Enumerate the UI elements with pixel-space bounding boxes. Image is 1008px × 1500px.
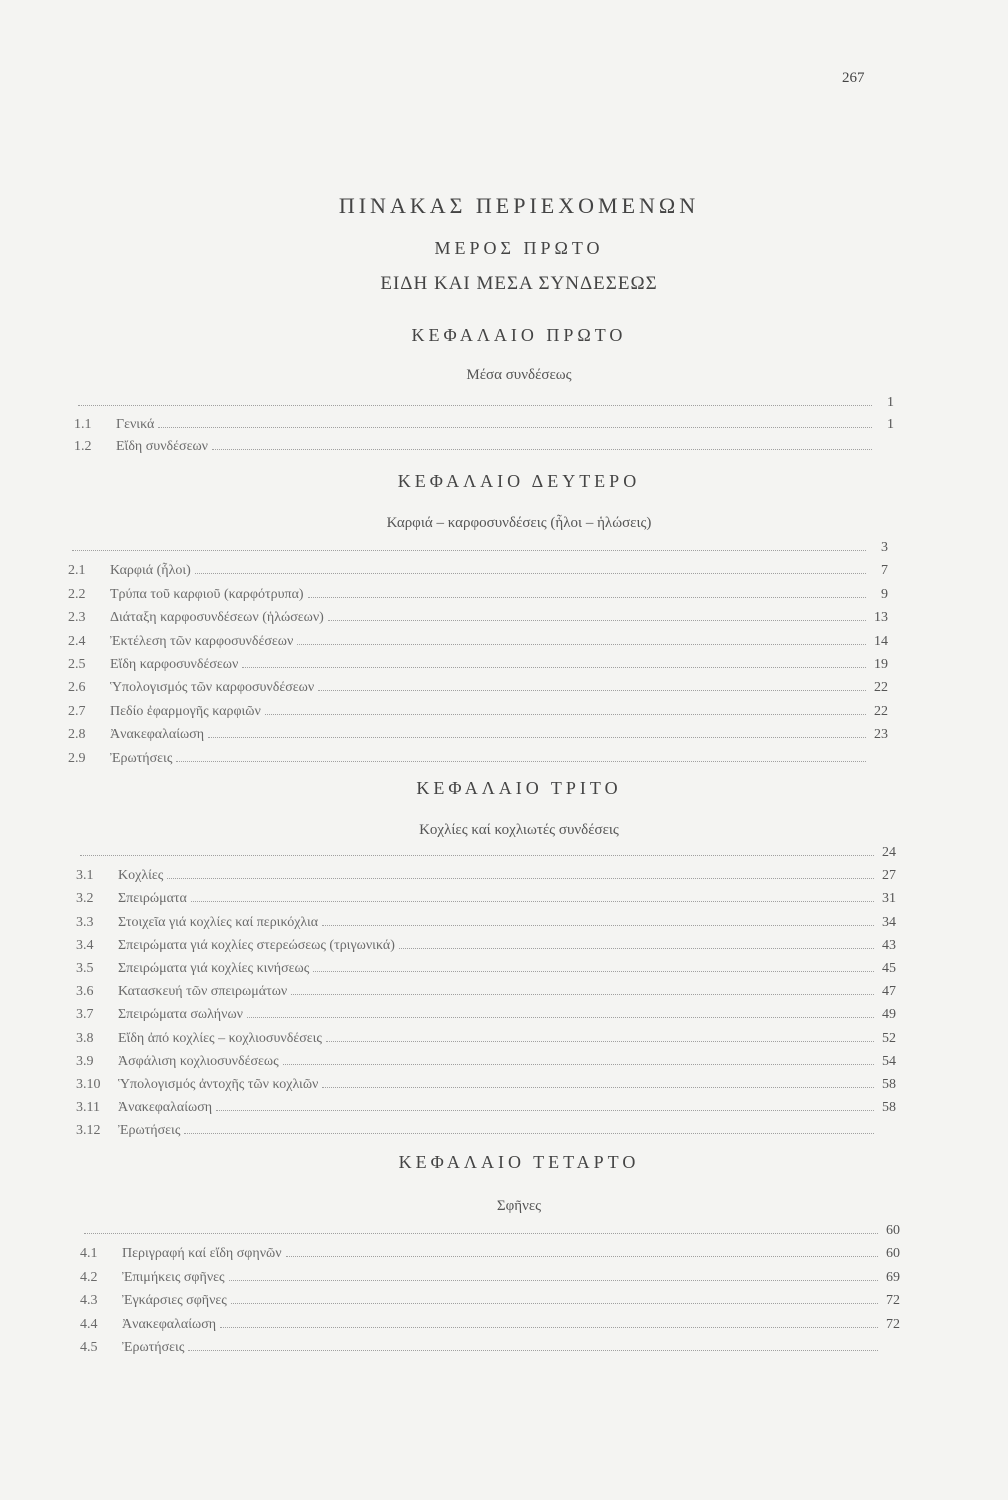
entry-label: Ἐγκάρσιες σφῆνες <box>122 1293 227 1309</box>
toc-entry[interactable] <box>68 587 888 603</box>
entry-page: 60 <box>886 1246 900 1262</box>
dot-leader <box>184 1133 874 1134</box>
dot-leader <box>242 667 866 668</box>
dot-leader <box>188 1350 878 1351</box>
dot-leader <box>265 714 866 715</box>
entry-label: Ἐρωτήσεις <box>110 750 173 766</box>
entry-label: Ἀνακεφαλαίωση <box>110 727 205 743</box>
entry-number: 1.2 <box>74 439 92 454</box>
entry-number: 3.12 <box>76 1123 101 1139</box>
dot-leader <box>318 690 866 691</box>
toc-entry[interactable] <box>68 751 888 767</box>
dot-leader <box>212 449 872 450</box>
chapter-subtitle: Κοχλίες καί κοχλιωτές συνδέσεις <box>419 822 619 838</box>
entry-number: 2.3 <box>68 610 86 626</box>
page-number: 267 <box>842 70 865 86</box>
entry-label: Ὑπολογισμός τῶν καρφοσυνδέσεων <box>110 680 315 696</box>
entry-number: 2.6 <box>68 680 86 696</box>
entry-number: 3.5 <box>76 961 94 976</box>
entry-label: Σπειρώματα γιά κοχλίες στερεώσεως (τριγωνικά) <box>118 937 395 953</box>
entry-page: 49 <box>882 1007 896 1023</box>
toc-entry[interactable] <box>80 1246 900 1262</box>
toc-entry[interactable] <box>68 563 888 579</box>
entry-label: Εἴδη ἀπό κοχλίες – κοχλιοσυνδέσεις <box>118 1030 322 1046</box>
dot-leader <box>80 855 874 856</box>
part-title: ΜΕΡΟΣ ΠΡΩΤΟ <box>434 238 604 258</box>
entry-page: 43 <box>882 937 896 953</box>
entry-number: 3.9 <box>76 1053 94 1069</box>
entry-number: 2.1 <box>68 563 86 579</box>
entry-number: 3.8 <box>76 1030 94 1046</box>
entry-page: 54 <box>882 1053 896 1069</box>
dot-leader <box>195 573 866 574</box>
entry-label: Ἐπιμήκεις σφῆνες <box>122 1269 225 1285</box>
entry-label: Κοχλίες <box>118 868 164 884</box>
part-subtitle: ΕΙΔΗ ΚΑΙ ΜΕΣΑ ΣΥΝΔΕΣΕΩΣ <box>380 273 658 294</box>
entry-number: 3.1 <box>76 868 94 884</box>
chapter-title: ΚΕΦΑΛΑΙΟ ΠΡΩΤΟ <box>411 325 627 345</box>
entry-number: 2.7 <box>68 703 86 719</box>
entry-number: 3.6 <box>76 984 94 1000</box>
entry-page: 9 <box>881 586 888 602</box>
toc-entry[interactable] <box>80 1270 900 1286</box>
entry-page: 22 <box>874 680 888 696</box>
dot-leader <box>72 550 866 551</box>
dot-leader <box>176 761 866 762</box>
entry-label: Σπειρώματα <box>118 891 187 907</box>
toc-title: ΠΙΝΑΚΑΣ ΠΕΡΙΕΧΟΜΕΝΩΝ <box>338 193 700 218</box>
chapter-title: ΚΕΦΑΛΑΙΟ ΤΡΙΤΟ <box>416 778 622 798</box>
entry-number: 4.2 <box>80 1269 98 1285</box>
toc-entry[interactable] <box>76 1031 896 1047</box>
chapter-intro-row <box>68 540 888 556</box>
entry-number: 2.9 <box>68 750 86 766</box>
entry-label: Εἴδη συνδέσεων <box>116 439 208 454</box>
entry-page: 13 <box>874 610 888 626</box>
dot-leader <box>78 405 872 406</box>
toc-entry[interactable] <box>76 891 896 907</box>
entry-page: 58 <box>882 1077 896 1092</box>
entry-page: 1 <box>887 395 894 410</box>
dot-leader <box>322 925 874 926</box>
entry-label: Ἀνακεφαλαίωση <box>118 1100 213 1116</box>
entry-page: 7 <box>881 563 888 579</box>
chapter-intro-row <box>76 845 896 861</box>
toc-entry[interactable] <box>68 727 888 743</box>
entry-number: 3.11 <box>76 1100 100 1116</box>
entry-page: 3 <box>881 540 888 555</box>
entry-label: Ἐρωτήσεις <box>118 1123 181 1139</box>
dot-leader <box>328 620 866 621</box>
toc-entry[interactable] <box>74 439 894 455</box>
entry-label: Σπειρώματα γιά κοχλίες κινήσεως <box>118 961 310 976</box>
dot-leader <box>247 1017 874 1018</box>
dot-leader <box>297 644 866 645</box>
dot-leader <box>216 1110 874 1111</box>
dot-leader <box>283 1064 874 1065</box>
dot-leader <box>231 1303 878 1304</box>
chapter-title: ΚΕΦΑΛΑΙΟ ΤΕΤΑΡΤΟ <box>398 1152 640 1172</box>
toc-entry[interactable] <box>76 1054 896 1070</box>
dot-leader <box>158 427 872 428</box>
entry-label: Ὑπολογισμός ἀντοχῆς τῶν κοχλιῶν <box>118 1077 319 1092</box>
entry-number: 3.2 <box>76 891 94 907</box>
entry-label: Γενικά <box>116 417 155 432</box>
entry-page: 24 <box>882 845 896 860</box>
entry-label: Εἴδη καρφοσυνδέσεων <box>110 657 239 672</box>
dot-leader <box>322 1087 874 1088</box>
chapter-subtitle: Καρφιά – καρφοσυνδέσεις (ἧλοι – ἡλώσεις) <box>386 515 652 531</box>
chapter-subtitle: Σφῆνες <box>496 1198 542 1214</box>
entry-label: Ἀνακεφαλαίωση <box>122 1316 217 1332</box>
entry-number: 4.4 <box>80 1316 98 1332</box>
toc-entry[interactable] <box>68 657 888 673</box>
entry-label: Τρύπα τοῦ καρφιοῦ (καρφότρυπα) <box>110 586 304 602</box>
entry-label: Καρφιά (ἧλοι) <box>110 563 191 579</box>
entry-page: 47 <box>882 984 896 1000</box>
entry-page: 45 <box>882 961 896 976</box>
toc-entry[interactable] <box>80 1293 900 1309</box>
dot-leader <box>208 737 866 738</box>
entry-page: 22 <box>874 703 888 719</box>
toc-entry[interactable] <box>80 1340 900 1356</box>
chapter-intro-row <box>80 1223 900 1239</box>
dot-leader <box>191 901 874 902</box>
entry-number: 3.10 <box>76 1077 101 1092</box>
entry-page: 60 <box>886 1223 900 1238</box>
entry-page: 34 <box>882 914 896 930</box>
entry-number: 4.3 <box>80 1293 98 1309</box>
toc-entry[interactable] <box>76 1007 896 1023</box>
entry-number: 4.5 <box>80 1340 98 1355</box>
entry-page: 14 <box>874 633 888 649</box>
toc-entry[interactable] <box>76 1077 896 1093</box>
toc-entry[interactable] <box>68 704 888 720</box>
entry-page: 58 <box>882 1100 896 1116</box>
toc-entry[interactable] <box>76 1123 896 1139</box>
dot-leader <box>84 1233 878 1234</box>
entry-page: 19 <box>874 657 888 672</box>
entry-page: 72 <box>886 1293 900 1309</box>
entry-label: Ἀσφάλιση κοχλιοσυνδέσεως <box>118 1053 279 1069</box>
dot-leader <box>220 1327 878 1328</box>
dot-leader <box>286 1256 878 1257</box>
toc-entry[interactable] <box>76 938 896 954</box>
entry-page: 52 <box>882 1030 896 1046</box>
toc-entry[interactable] <box>68 680 888 696</box>
entry-number: 3.7 <box>76 1007 94 1023</box>
toc-entry[interactable] <box>76 984 896 1000</box>
entry-number: 3.4 <box>76 937 94 953</box>
entry-page: 69 <box>886 1269 900 1285</box>
toc-entry[interactable] <box>80 1317 900 1333</box>
entry-page: 1 <box>887 417 894 432</box>
entry-label: Διάταξη καρφοσυνδέσεων (ἡλώσεων) <box>110 610 324 626</box>
toc-entry[interactable] <box>68 610 888 626</box>
entry-label: Ἐκτέλεση τῶν καρφοσυνδέσεων <box>110 633 294 649</box>
toc-entry[interactable] <box>76 868 896 884</box>
entry-number: 2.5 <box>68 657 86 672</box>
toc-entry[interactable] <box>76 915 896 931</box>
entry-number: 2.8 <box>68 727 86 743</box>
toc-entry[interactable] <box>76 1100 896 1116</box>
chapter-subtitle: Μέσα συνδέσεως <box>466 367 572 383</box>
dot-leader <box>167 878 874 879</box>
dot-leader <box>313 971 874 972</box>
toc-entry[interactable] <box>68 634 888 650</box>
entry-number: 1.1 <box>74 417 92 432</box>
entry-page: 23 <box>874 727 888 743</box>
entry-number: 4.1 <box>80 1246 98 1262</box>
dot-leader <box>326 1041 874 1042</box>
entry-label: Σπειρώματα σωλήνων <box>118 1007 243 1023</box>
entry-label: Περιγραφή καί εἴδη σφηνῶν <box>122 1246 282 1262</box>
chapter-title: ΚΕΦΑΛΑΙΟ ΔΕΥΤΕΡΟ <box>397 471 641 491</box>
dot-leader <box>308 597 866 598</box>
entry-number: 2.4 <box>68 633 86 649</box>
dot-leader <box>229 1280 878 1281</box>
entry-page: 31 <box>882 891 896 907</box>
chapter-intro-row <box>74 395 894 411</box>
toc-entry[interactable] <box>74 417 894 433</box>
toc-entry[interactable] <box>76 961 896 977</box>
entry-label: Πεδίο ἐφαρμογῆς καρφιῶν <box>110 703 261 719</box>
entry-label: Στοιχεῖα γιά κοχλίες καί περικόχλια <box>118 914 319 930</box>
entry-label: Ἐρωτήσεις <box>122 1340 185 1355</box>
entry-page: 27 <box>882 868 896 884</box>
dot-leader <box>399 948 874 949</box>
dot-leader <box>291 994 874 995</box>
entry-number: 3.3 <box>76 914 94 930</box>
entry-number: 2.2 <box>68 586 86 602</box>
entry-page: 72 <box>886 1316 900 1332</box>
entry-label: Κατασκευή τῶν σπειρωμάτων <box>118 984 288 1000</box>
